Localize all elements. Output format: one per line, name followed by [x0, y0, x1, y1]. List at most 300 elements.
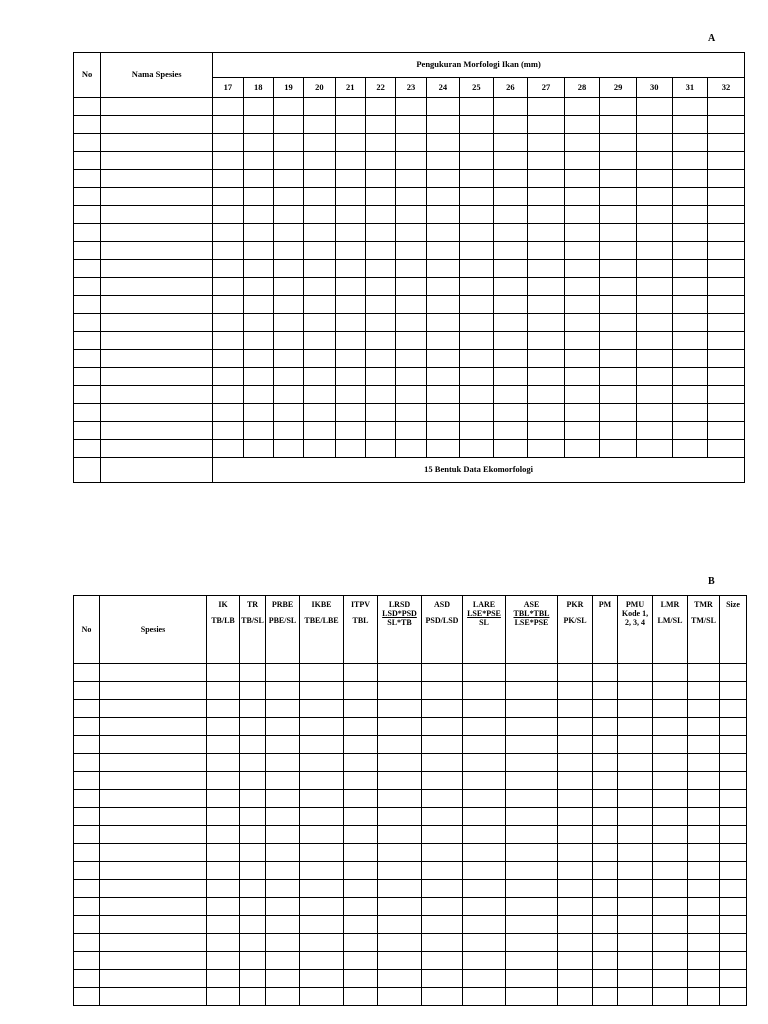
table-cell [273, 332, 303, 350]
table-cell [593, 808, 618, 826]
table-cell [304, 296, 335, 314]
table-cell [463, 880, 506, 898]
table-cell [207, 772, 240, 790]
table-cell [506, 700, 558, 718]
table-cell [335, 242, 365, 260]
table-cell [720, 664, 747, 682]
table-cell [100, 700, 207, 718]
index-col-formula-numerator: TBL*TBL [513, 609, 550, 619]
table-cell [636, 368, 672, 386]
table-cell [460, 368, 493, 386]
table-cell [618, 844, 653, 862]
table-cell [365, 116, 395, 134]
table-cell [335, 206, 365, 224]
table-cell [506, 718, 558, 736]
table-cell [74, 98, 101, 116]
table-cell [365, 296, 395, 314]
table-cell [558, 736, 593, 754]
table-cell [463, 952, 506, 970]
table-cell [378, 808, 422, 826]
table-cell [688, 682, 720, 700]
table-row [74, 188, 745, 206]
index-col-abbrev: LMR [660, 600, 680, 609]
table-cell [688, 754, 720, 772]
table-cell [528, 332, 565, 350]
table-cell [720, 772, 747, 790]
table-cell [240, 862, 266, 880]
table-cell [396, 296, 426, 314]
index-col-header [653, 596, 688, 664]
table-cell [653, 826, 688, 844]
table-cell [240, 718, 266, 736]
table-cell [422, 916, 463, 934]
table-cell [708, 386, 745, 404]
table-cell [653, 772, 688, 790]
table-cell [273, 260, 303, 278]
table-cell [672, 368, 708, 386]
table-row [74, 844, 747, 862]
table-cell [720, 970, 747, 988]
table-cell [304, 224, 335, 242]
table-cell [460, 278, 493, 296]
table-cell [365, 440, 395, 458]
table-cell [304, 98, 335, 116]
table-cell [493, 224, 528, 242]
table-cell [688, 898, 720, 916]
table-cell [74, 260, 101, 278]
table-cell [213, 116, 243, 134]
table-cell [378, 664, 422, 682]
col-no-header: No [74, 596, 100, 664]
table-cell [240, 952, 266, 970]
table-cell [101, 368, 213, 386]
table-cell [708, 368, 745, 386]
table-cell [506, 934, 558, 952]
table-cell [240, 970, 266, 988]
table-cell [100, 790, 207, 808]
table-cell [600, 242, 637, 260]
table-cell [708, 350, 745, 368]
index-col-formula: TBE/LBE [304, 616, 339, 626]
index-col-header [618, 596, 653, 664]
table-row [74, 296, 745, 314]
table-cell [300, 880, 344, 898]
table-cell [564, 332, 600, 350]
table-cell [243, 242, 273, 260]
table-cell [493, 314, 528, 332]
table-cell [636, 332, 672, 350]
table-cell [273, 134, 303, 152]
table-cell [564, 224, 600, 242]
table-cell [74, 898, 100, 916]
table-cell [460, 98, 493, 116]
table-cell [74, 970, 100, 988]
table-cell [335, 260, 365, 278]
table-cell [101, 278, 213, 296]
table-cell [558, 916, 593, 934]
table-cell [101, 242, 213, 260]
table-cell [460, 404, 493, 422]
index-col-header [266, 596, 300, 664]
index-col-formula: PSD/LSD [425, 616, 459, 626]
table-row [74, 350, 745, 368]
table-cell [426, 278, 459, 296]
table-cell [344, 916, 378, 934]
table-cell [460, 260, 493, 278]
table-cell [344, 664, 378, 682]
table-cell [653, 664, 688, 682]
table-cell [300, 736, 344, 754]
table-cell [493, 368, 528, 386]
table-cell [564, 296, 600, 314]
table-cell [266, 988, 300, 1006]
table-cell [564, 422, 600, 440]
table-cell [688, 826, 720, 844]
table-cell [396, 116, 426, 134]
table-cell [100, 916, 207, 934]
table-row [74, 98, 745, 116]
table-row [74, 664, 747, 682]
table-cell [593, 718, 618, 736]
table-cell [378, 754, 422, 772]
table-cell [213, 422, 243, 440]
table-cell [74, 278, 101, 296]
table-cell [101, 332, 213, 350]
table-cell [207, 664, 240, 682]
table-cell [636, 350, 672, 368]
table-cell [463, 862, 506, 880]
table-cell [396, 278, 426, 296]
table-cell [273, 350, 303, 368]
table-cell [593, 664, 618, 682]
table-cell [593, 754, 618, 772]
table-cell [74, 350, 101, 368]
index-col-formula-numerator: Kode 1, [621, 609, 649, 619]
table-cell [558, 790, 593, 808]
table-cell [636, 386, 672, 404]
table-cell [378, 970, 422, 988]
table-cell [100, 880, 207, 898]
table-cell [593, 880, 618, 898]
table-cell [365, 350, 395, 368]
table-cell [672, 134, 708, 152]
table-cell [378, 862, 422, 880]
table-cell [365, 98, 395, 116]
table-cell [460, 170, 493, 188]
table-cell [213, 278, 243, 296]
table-cell [422, 682, 463, 700]
table-cell [266, 808, 300, 826]
table-cell [74, 826, 100, 844]
table-cell [708, 170, 745, 188]
table-cell [528, 314, 565, 332]
table-cell [618, 790, 653, 808]
table-cell [463, 682, 506, 700]
table-cell [422, 844, 463, 862]
table-cell [344, 700, 378, 718]
table-cell [101, 260, 213, 278]
table-cell [653, 700, 688, 718]
table-cell [365, 404, 395, 422]
table-cell [653, 934, 688, 952]
table-cell [653, 790, 688, 808]
table-cell [74, 314, 101, 332]
table-cell [266, 916, 300, 934]
table-cell [74, 988, 100, 1006]
morphology-group-header: Pengukuran Morfologi Ikan (mm) [213, 53, 745, 78]
table-cell [74, 224, 101, 242]
table-cell [600, 368, 637, 386]
table-cell [506, 898, 558, 916]
table-cell [344, 898, 378, 916]
table-cell [243, 422, 273, 440]
table-cell [422, 934, 463, 952]
table-row [74, 808, 747, 826]
table-cell [460, 314, 493, 332]
table-cell [708, 440, 745, 458]
table-cell [426, 422, 459, 440]
table-cell [672, 440, 708, 458]
table-row [74, 790, 747, 808]
table-cell [426, 98, 459, 116]
table-cell [558, 862, 593, 880]
table-cell [240, 808, 266, 826]
table-cell [600, 278, 637, 296]
table-cell [378, 718, 422, 736]
table-cell [100, 862, 207, 880]
table-cell [506, 682, 558, 700]
table-cell [558, 754, 593, 772]
table-cell [708, 206, 745, 224]
table-cell [101, 98, 213, 116]
table-cell [636, 422, 672, 440]
table-cell [365, 152, 395, 170]
table-cell [365, 422, 395, 440]
table-cell [672, 422, 708, 440]
measure-col-header: 30 [636, 78, 672, 98]
table-cell [365, 224, 395, 242]
table-cell [304, 242, 335, 260]
table-cell [100, 988, 207, 1006]
table-cell [600, 98, 637, 116]
table-cell [460, 386, 493, 404]
table-cell [300, 970, 344, 988]
index-col-formula-numerator: LSD*PSD [382, 609, 417, 619]
table-cell [335, 134, 365, 152]
table-cell [600, 386, 637, 404]
table-cell [528, 404, 565, 422]
table-cell [396, 170, 426, 188]
table-footer-row [74, 458, 745, 483]
table-cell [506, 916, 558, 934]
table-cell [463, 754, 506, 772]
table-cell [672, 116, 708, 134]
index-col-formula: TB/LB [211, 616, 235, 626]
table-cell [688, 970, 720, 988]
table-cell [528, 116, 565, 134]
index-col-formula: LSE*PSE [514, 618, 549, 628]
table-cell [593, 988, 618, 1006]
table-cell [74, 116, 101, 134]
table-cell [564, 188, 600, 206]
table-cell [266, 970, 300, 988]
table-cell [720, 988, 747, 1006]
table-cell [493, 116, 528, 134]
table-row [74, 116, 745, 134]
table-cell [636, 260, 672, 278]
table-cell [618, 898, 653, 916]
table-cell [101, 314, 213, 332]
table-cell [266, 682, 300, 700]
table-cell [422, 880, 463, 898]
table-cell [463, 700, 506, 718]
table-cell [243, 152, 273, 170]
table-cell [266, 898, 300, 916]
table-cell [708, 188, 745, 206]
table-cell [618, 700, 653, 718]
table-cell [618, 880, 653, 898]
table-cell [396, 134, 426, 152]
table-cell [720, 880, 747, 898]
table-cell [460, 116, 493, 134]
table-cell [672, 314, 708, 332]
table-cell [564, 404, 600, 422]
table-cell [396, 206, 426, 224]
table-cell [207, 916, 240, 934]
table-cell [243, 386, 273, 404]
table-cell [74, 242, 101, 260]
table-cell [396, 440, 426, 458]
table-row [74, 422, 745, 440]
table-cell [460, 332, 493, 350]
col-species-header: Spesies [100, 596, 207, 664]
table-cell [100, 826, 207, 844]
table-cell [213, 134, 243, 152]
table-cell [653, 754, 688, 772]
table-cell [558, 718, 593, 736]
table-cell [426, 134, 459, 152]
table-row [74, 170, 745, 188]
table-cell [365, 242, 395, 260]
table-cell [558, 988, 593, 1006]
table-cell [528, 350, 565, 368]
measure-col-header: 24 [426, 78, 459, 98]
table-cell [335, 314, 365, 332]
table-cell [506, 970, 558, 988]
col-species-name-header: Nama Spesies [101, 53, 213, 98]
table-cell [378, 826, 422, 844]
table-cell [493, 332, 528, 350]
table-cell [708, 332, 745, 350]
table-cell [636, 98, 672, 116]
table-cell [506, 790, 558, 808]
table-cell [506, 844, 558, 862]
table-cell [422, 700, 463, 718]
table-cell [528, 260, 565, 278]
table-cell [266, 700, 300, 718]
table-cell [593, 772, 618, 790]
table-cell [243, 314, 273, 332]
table-cell [720, 844, 747, 862]
table-cell [672, 224, 708, 242]
table-cell [600, 440, 637, 458]
table-cell [213, 260, 243, 278]
table-cell [688, 664, 720, 682]
table-cell [564, 278, 600, 296]
table-cell [422, 952, 463, 970]
col-no-header: No [74, 53, 101, 98]
table-cell [564, 116, 600, 134]
table-cell [564, 440, 600, 458]
table-cell [636, 170, 672, 188]
table-cell [207, 880, 240, 898]
table-cell [600, 350, 637, 368]
table-cell [506, 826, 558, 844]
table-cell [396, 404, 426, 422]
table-cell [335, 116, 365, 134]
table-cell [344, 718, 378, 736]
table-cell [207, 808, 240, 826]
table-cell [463, 790, 506, 808]
table-cell [266, 952, 300, 970]
table-cell [300, 808, 344, 826]
table-cell [101, 170, 213, 188]
table-cell [463, 934, 506, 952]
table-cell [213, 188, 243, 206]
table-cell [426, 170, 459, 188]
table-cell [344, 862, 378, 880]
table-cell [344, 772, 378, 790]
table-cell [207, 970, 240, 988]
table-cell [422, 808, 463, 826]
table-row [74, 386, 745, 404]
table-cell [600, 332, 637, 350]
table-cell [528, 206, 565, 224]
table-cell [378, 988, 422, 1006]
index-col-formula-numerator: LSE*PSE [467, 609, 501, 619]
table-cell [304, 368, 335, 386]
table-cell [213, 224, 243, 242]
index-col-formula: 2, 3, 4 [625, 618, 645, 628]
table-cell [74, 188, 101, 206]
table-cell [558, 664, 593, 682]
table-cell [74, 458, 101, 483]
table-cell [688, 988, 720, 1006]
table-cell [304, 422, 335, 440]
index-col-header [688, 596, 720, 664]
table-cell [304, 188, 335, 206]
table-cell [378, 916, 422, 934]
table-cell [720, 700, 747, 718]
table-cell [463, 898, 506, 916]
table-cell [688, 916, 720, 934]
table-cell [300, 790, 344, 808]
table-cell [304, 314, 335, 332]
table-cell [213, 440, 243, 458]
measure-col-header: 23 [396, 78, 426, 98]
table-cell [708, 422, 745, 440]
table-cell [74, 772, 100, 790]
table-cell [378, 844, 422, 862]
table-cell [101, 422, 213, 440]
table-cell [564, 134, 600, 152]
table-cell [74, 880, 100, 898]
table-cell [240, 916, 266, 934]
table-row [74, 952, 747, 970]
measure-col-header: 26 [493, 78, 528, 98]
table-cell [600, 296, 637, 314]
table-cell [688, 700, 720, 718]
